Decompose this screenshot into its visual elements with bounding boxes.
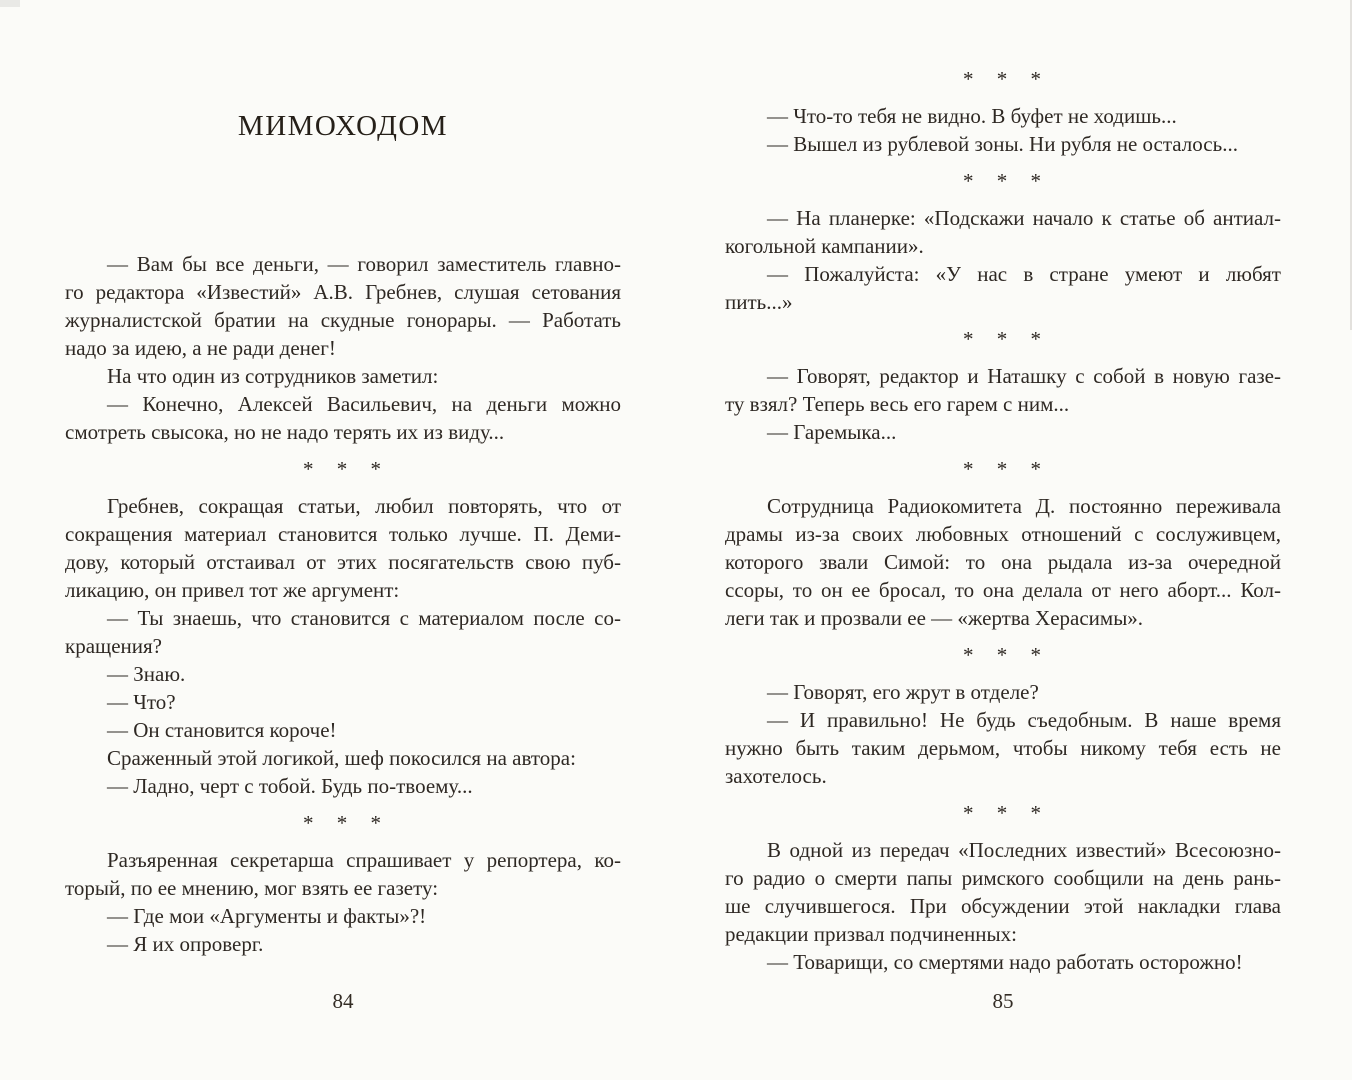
left-page-body	[65, 250, 621, 958]
text-line: — Говорят, редактор и Наташку с собой в новую газе-	[767, 364, 1281, 388]
paragraph	[725, 418, 1281, 446]
paragraph	[725, 836, 1281, 948]
text-line: — Где мои «Аргументы и факты»?!	[107, 904, 427, 928]
text-line: — Говорят, его жрут в отделе?	[767, 680, 1039, 704]
text-line: леги так и прозвали ее — «жертва Херасимы».	[725, 606, 1144, 630]
text-line: когольной кампании».	[725, 234, 924, 258]
paragraph	[725, 260, 1281, 316]
paragraph	[65, 604, 621, 660]
text-line: — Что?	[107, 690, 176, 714]
text-line: го редактора «Известий» А.В. Гребнев, слушая сетования	[65, 280, 621, 304]
paragraph	[65, 846, 621, 902]
paragraph	[725, 130, 1281, 158]
paragraph	[725, 706, 1281, 790]
section-separator: * * *	[963, 801, 1043, 825]
section-separator: * * *	[963, 643, 1043, 667]
paragraph	[725, 948, 1281, 976]
text-line: которого звали Симой: то она рыдала из-за очередной	[725, 550, 1281, 574]
section-separator: * * *	[963, 67, 1043, 91]
text-line: — Ладно, черт с тобой. Будь по-твоему...	[107, 774, 473, 798]
text-line: — И правильно! Не будь съедобным. В наше время	[767, 708, 1281, 732]
paragraph	[725, 204, 1281, 260]
text-line: — Конечно, Алексей Васильевич, на деньги можно	[107, 392, 621, 416]
section-separator: * * *	[963, 169, 1043, 193]
text-line: захотелось.	[725, 764, 827, 788]
section-separator: * * *	[303, 811, 383, 835]
text-line: журналистской братии на скудные гонорары. — Работать	[65, 308, 621, 332]
text-line: редакции призвал подчиненных:	[725, 922, 1017, 946]
paragraph	[65, 250, 621, 362]
text-line: Гребнев, сокращая статьи, любил повторять, что от	[107, 494, 621, 518]
text-line: торый, по ее мнению, мог взять ее газету:	[65, 876, 439, 900]
paragraph	[65, 492, 621, 604]
paragraph	[725, 362, 1281, 418]
page-number-left: 84	[332, 989, 354, 1013]
paragraph	[65, 744, 621, 772]
right-page-body	[725, 65, 1281, 976]
text-line: ше случившегося. При обсуждении этой накладки глава	[725, 894, 1281, 918]
text-line: дову, который отстаивал от этих посягательств свою пуб-	[65, 550, 621, 574]
text-line: — Знаю.	[107, 662, 186, 686]
text-line: пить...»	[725, 290, 793, 314]
text-line: нужно быть таким дерьмом, чтобы никому тебя есть не	[725, 736, 1281, 760]
left-page	[65, 0, 621, 958]
paragraph	[725, 678, 1281, 706]
text-line: На что один из сотрудников заметил:	[107, 364, 439, 388]
text-line: ссоры, то он ее бросал, то она делала от него аборт... Кол-	[725, 578, 1281, 602]
section-separator: * * *	[963, 327, 1043, 351]
text-line: — Я их опроверг.	[107, 932, 264, 956]
text-line: сокращения материал становится только лучше. П. Деми-	[65, 522, 621, 546]
text-line: смотреть свысока, но не надо терять их из виду...	[65, 420, 505, 444]
page-number-right: 85	[992, 989, 1014, 1013]
paragraph	[65, 688, 621, 716]
paragraph	[65, 362, 621, 390]
text-line: — Вышел из рублевой зоны. Ни рубля не осталось...	[767, 132, 1238, 156]
paragraph	[65, 772, 621, 800]
section-separator: * * *	[303, 457, 383, 481]
text-line: — Ты знаешь, что становится с материалом после со-	[107, 606, 621, 630]
paragraph	[65, 390, 621, 446]
paragraph	[65, 930, 621, 958]
text-line: кращения?	[65, 634, 162, 658]
text-line: — На планерке: «Подскажи начало к статье об антиал-	[767, 206, 1281, 230]
paragraph	[65, 902, 621, 930]
text-line: — Что-то тебя не видно. В буфет не ходишь...	[767, 104, 1177, 128]
text-line: Сраженный этой логикой, шеф покосился на автора:	[107, 746, 576, 770]
text-line: В одной из передач «Последних известий» Всесоюзно-	[767, 838, 1281, 862]
paragraph	[725, 492, 1281, 632]
text-line: надо за идею, а не ради денег!	[65, 336, 336, 360]
text-line: Сотрудница Радиокомитета Д. постоянно переживала	[767, 494, 1281, 518]
section-separator: * * *	[963, 457, 1043, 481]
scan-artifact-corner	[0, 0, 20, 7]
text-line: ликацию, он привел тот же аргумент:	[65, 578, 400, 602]
text-line: — Вам бы все деньги, — говорил заместитель главно-	[107, 252, 621, 276]
text-line: — Он становится короче!	[107, 718, 337, 742]
page-title: МИМОХОДОМ	[237, 110, 449, 142]
text-line: драмы из-за своих любовных отношений с сослуживцем,	[725, 522, 1281, 546]
text-line: — Гаремыка...	[767, 420, 897, 444]
text-line: Разъяренная секретарша спрашивает у репортера, ко-	[107, 848, 621, 872]
text-line: го радио о смерти папы римского сообщили на день рань-	[725, 866, 1281, 890]
text-line: — Товарищи, со смертями надо работать осторожно!	[767, 950, 1243, 974]
text-line: ту взял? Теперь весь его гарем с ним...	[725, 392, 1070, 416]
paragraph	[65, 716, 621, 744]
paragraph	[725, 102, 1281, 130]
right-page	[725, 0, 1281, 976]
paragraph	[65, 660, 621, 688]
text-line: — Пожалуйста: «У нас в стране умеют и любят	[767, 262, 1281, 286]
